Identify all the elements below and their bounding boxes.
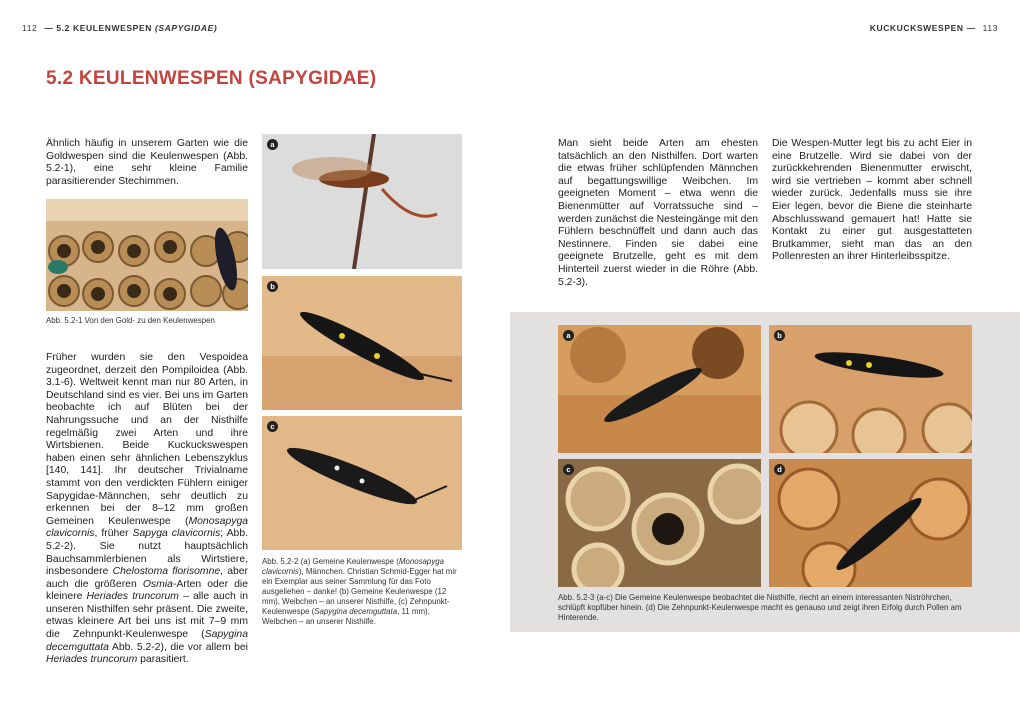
right-column-1: Man sieht beide Arten am ehesten tatsächlich an den Nisthilfen. Dort warten die etwas früher schlüpfenden Männchen auf begattungswillige Weibchen. Im geeigneten Moment – etwa wenn die Bienenmütter auf Vorratssuche sind – werden zunächst die Nesteingänge mit den Fühlern beschnüffelt und dann auch das Nestinnere. Finden sie dabei eine geeignete Brutzelle, geht es mit dem Hinterteil zuerst wieder in die Röhre (Abb. 5.2-3).: [558, 138, 758, 288]
main-paragraph: Früher wurden sie den Vespoidea zugeordnet, derzeit den Pompiloidea (Abb. 3.1-6). Weltweit kennt man nur 80 Arten, in Deutschland sind es vier. Bei uns im Garten beobachte ich auf Blüten bei der Nahrungssuche und an der Nisthilfe regelmäßig zwei Arten und ihre Wirtsbienen. Beide Kuckuckswespen haben einen sehr ähnlichen Lebenszyklus [140, 141]. Ihr deutscher Trivialname stammt von den verdickten Fühlern einiger Sapygidae-Männchen, sehr deutlich zu erkennen bei der 8–12 mm großen Gemeinen Keulenwespe (Monosapyga clavicornis, früher Sapyga clavicornis; Abb. 5.2-2). Sie nutzt hauptsächlich Bauchsammlerbienen als Wirtstiere, insbesondere Chelostoma florisomne, aber auch die größeren Osmia-Arten oder die kleinere Heriades truncorum – alle auch in unseren Nisthilfen sehr präsent. Die zweite, etwas kleinere Art bei uns ist mit 7–9 mm die Zehnpunkt-Keulenwespe (Sapygina decemguttata Abb. 5.2-2), die vor allem bei Heriades truncorum parasitiert.: [46, 352, 249, 666]
figure-5-2-2b-label: b: [267, 281, 278, 292]
right-running-head-text: KUCKUCKSWESPEN: [869, 23, 964, 33]
figure-5-2-2b-photo: [262, 276, 462, 410]
figure-5-2-2a-label: a: [267, 139, 278, 150]
left-running-head: 112 — 5.2 KEULENWESPEN (SAPYGIDAE): [22, 23, 218, 33]
figure-5-2-3a-photo: [558, 325, 761, 453]
figure-5-2-3d-photo: [769, 459, 972, 587]
right-page-number: 113: [982, 23, 998, 33]
left-running-head-text: 5.2 KEULENWESPEN: [56, 23, 152, 33]
figure-5-2-2c-photo: [262, 416, 462, 550]
figure-5-2-3-caption: Abb. 5.2-3 (a-c) Die Gemeine Keulenwespe beobachtet die Nisthilfe, riecht an einem interessanten Niströhrchen, schlüpft kopfüber hinein. (d) Die Zehnpunkt-Keulenwespe macht es genauso und zeigt ihren Erfolg durch Pollen am Hinterende.: [558, 593, 962, 622]
figure-5-2-2a-photo: [262, 134, 462, 269]
chapter-title: 5.2 KEULENWESPEN (SAPYGIDAE): [46, 68, 377, 89]
right-column-2: Die Wespen-Mutter legt bis zu acht Eier in eine Brutzelle. Wird sie dabei von der zurückkehrenden Bienenmutter erwischt, wird sie vertrieben – kommt aber schnell wieder zurück. Jedenfalls muss sie ihre Eier legen, bevor die Biene die steinharte Abschlusswand gemauert hat! Hatte sie Kontakt zu einer gut ausgestatteten Brutkammer, sieht man das an den Pollenresten an ihrer Hinterleibsspitze.: [772, 138, 972, 263]
right-running-head: KUCKUCKSWESPEN — 113: [869, 23, 998, 33]
figure-5-2-3c-photo: [558, 459, 761, 587]
figure-5-2-3d-label: d: [774, 464, 785, 475]
figure-5-2-3a-label: a: [563, 330, 574, 341]
intro-paragraph: Ähnlich häufig in unserem Garten wie die Goldwespen sind die Keulenwespen (Abb. 5.2-1), eine sehr kleine Familie parasitierender Stechimmen.: [46, 138, 248, 187]
left-page-number: 112: [22, 23, 38, 33]
figure-5-2-2-caption: Abb. 5.2-2 (a) Gemeine Keulenwespe (Monosapyga clavicornis), Männchen. Christian Schmid-Egger hat mir ein Exemplar aus seiner Sammlung für das Foto ausgeliehen – danke! (b) Gemeine Keulenwespe (12 mm), Weibchen – an unserer Nisthilfe, (c) Zehnpunkt-Keulenwespe (Sapygina decemguttata, 11 mm), Weibchen – an unserer Nisthilfe.: [262, 557, 457, 626]
figure-5-2-3b-photo: [769, 325, 972, 453]
figure-5-2-3c-label: c: [563, 464, 574, 475]
left-running-head-italic: (SAPYGIDAE): [154, 23, 218, 33]
figure-5-2-2c-label: c: [267, 421, 278, 432]
figure-5-2-1-photo: [46, 199, 248, 311]
figure-5-2-1-caption: Abb. 5.2-1 Von den Gold- zu den Keulenwespen: [46, 316, 215, 325]
figure-5-2-3b-label: b: [774, 330, 785, 341]
